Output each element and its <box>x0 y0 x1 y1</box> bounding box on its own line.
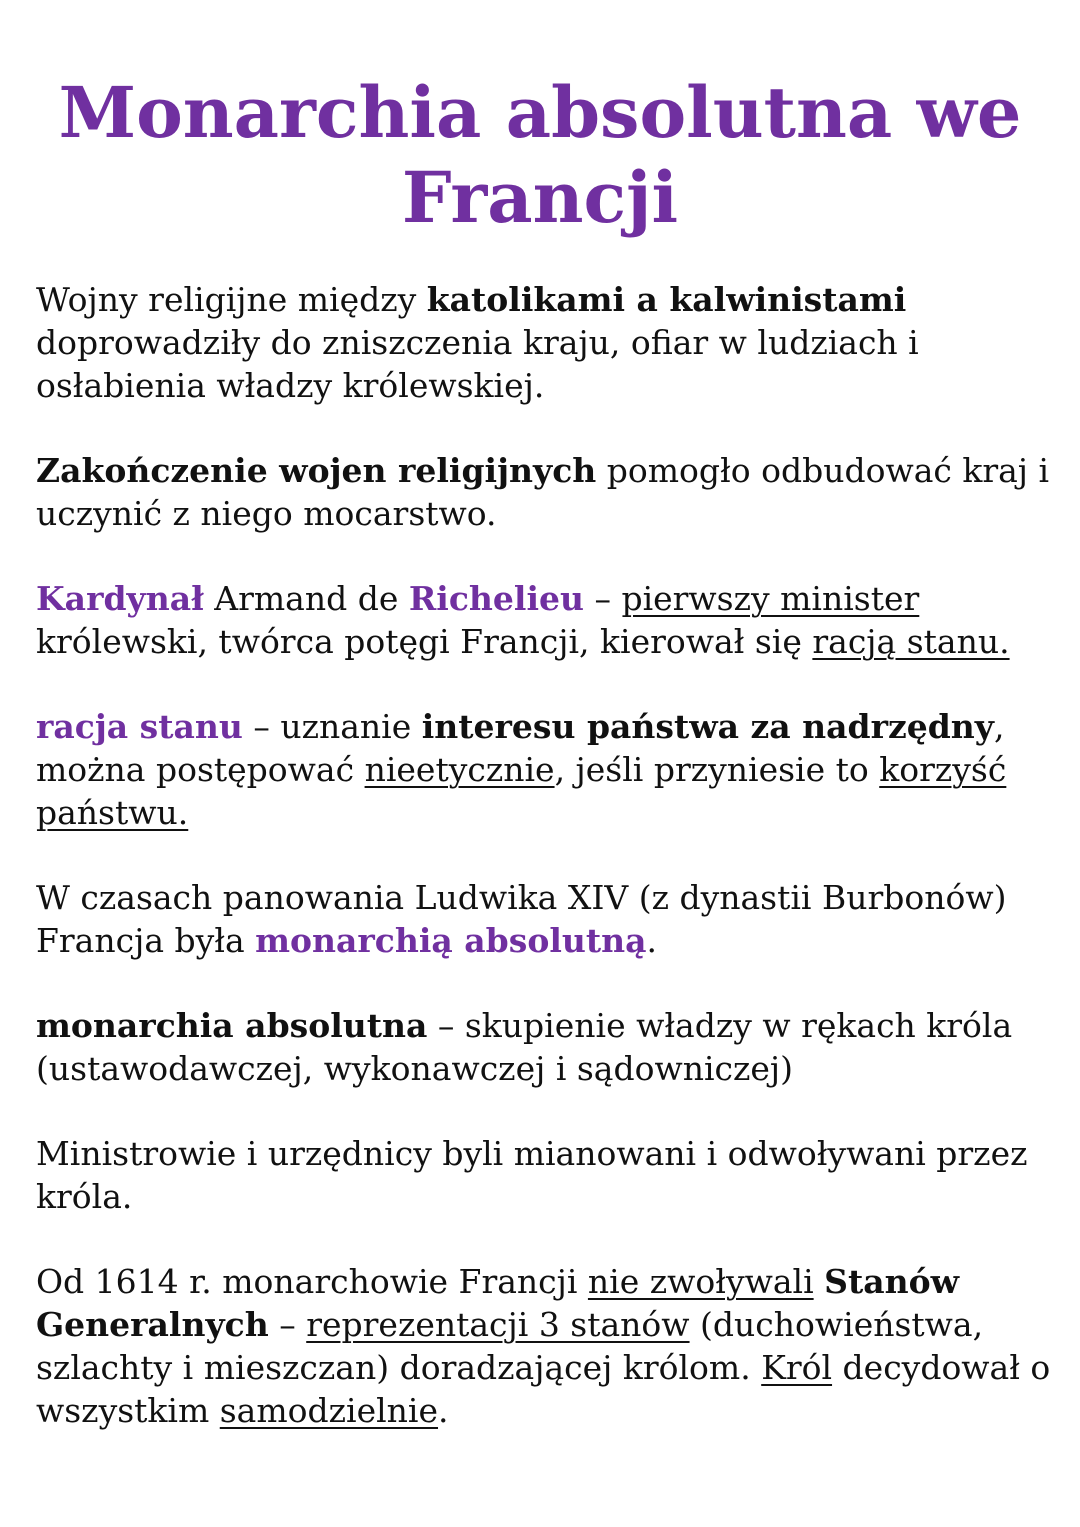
underlined-phrase: Król <box>761 1348 833 1387</box>
purple-term: Kardynał <box>36 579 204 618</box>
bold-term: katolikami a kalwinistami <box>426 280 907 319</box>
text: decydował o wszystkim <box>36 1348 1051 1430</box>
bold-term: Stanów Generalnych <box>36 1262 959 1344</box>
paragraph-religious-wars <box>36 278 1066 407</box>
text: doprowadziły do zniszczenia kraju, ofiar w ludziach i osłabienia władzy królewskiej. <box>36 323 919 405</box>
underlined-phrase: pierwszy minister <box>621 579 920 618</box>
bold-term: monarchia absolutna <box>36 1006 428 1045</box>
paragraph-absolute-monarchy-definition <box>36 1004 1066 1090</box>
paragraph-estates-general <box>36 1260 1066 1432</box>
text: – skupienie władzy w rękach króla (ustawodawczej, wykonawczej i sądowniczej) <box>36 1006 1013 1088</box>
text: . <box>438 1391 449 1430</box>
paragraph-end-of-wars <box>36 449 1066 535</box>
underlined-phrase: nieetycznie <box>364 750 555 789</box>
bold-term: Zakończenie wojen religijnych <box>36 451 597 490</box>
text: Ministrowie i urzędnicy byli mianowani i odwoływani przez króla. <box>36 1134 1028 1216</box>
text: Armand de <box>203 579 409 618</box>
paragraph-raison-d-etat <box>36 705 1066 834</box>
text: (duchowieństwa, szlachty i mieszczan) doradzającej królom. <box>36 1305 984 1387</box>
page-title: Monarchia absolutna we Francji <box>58 71 1022 239</box>
underlined-phrase: nie zwoływali <box>587 1262 814 1301</box>
paragraph-richelieu <box>36 577 1066 663</box>
text: – <box>268 1305 307 1344</box>
underlined-phrase: korzyść państwu. <box>36 750 1007 832</box>
underlined-phrase: racją stanu. <box>812 622 1010 661</box>
text: W czasach panowania Ludwika XIV (z dynastii Burbonów) Francja była <box>36 878 1007 960</box>
text: Od 1614 r. monarchowie Francji <box>36 1262 588 1301</box>
purple-term: monarchią absolutną <box>255 921 647 960</box>
text: pomogło odbudować kraj i uczynić z niego mocarstwo. <box>36 451 1050 533</box>
purple-term: racja stanu <box>36 707 243 746</box>
text: – uznanie <box>242 707 422 746</box>
paragraph-louis-xiv <box>36 876 1066 962</box>
bold-term: interesu państwa za nadrzędny <box>421 707 994 746</box>
purple-term: Richelieu <box>408 579 584 618</box>
note-body <box>36 278 1066 1474</box>
paragraph-ministers <box>36 1132 1066 1218</box>
text: królewski, twórca potęgi Francji, kierował się <box>36 622 813 661</box>
text <box>814 1262 825 1301</box>
text: . <box>646 921 657 960</box>
underlined-phrase: reprezentacji 3 stanów <box>306 1305 690 1344</box>
text: Wojny religijne między <box>36 280 427 319</box>
text: , można postępować <box>36 707 1005 789</box>
text: – <box>583 579 622 618</box>
text: , jeśli przyniesie to <box>554 750 880 789</box>
underlined-phrase: samodzielnie <box>219 1391 439 1430</box>
